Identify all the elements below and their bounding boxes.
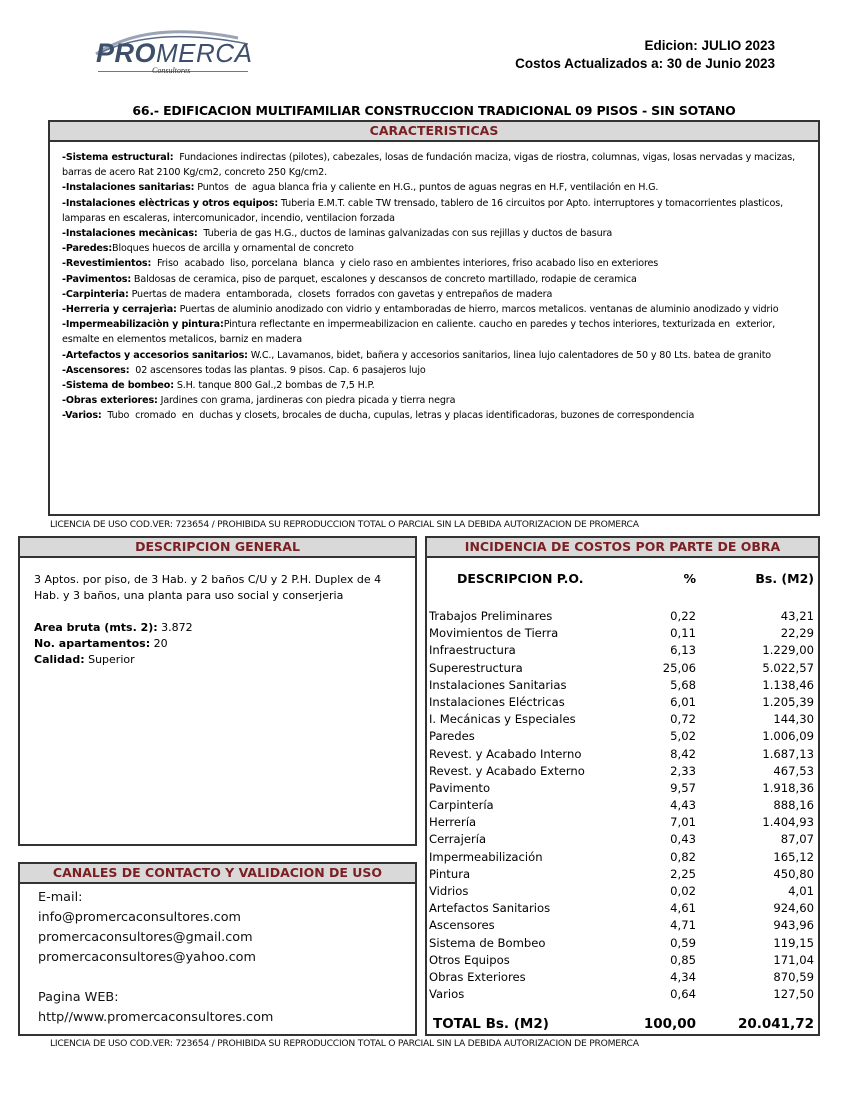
logo-wordmark: PROMERCA (96, 38, 253, 68)
row-percent: 0,02 (670, 884, 696, 898)
row-percent: 6,01 (670, 694, 696, 709)
caracteristica-label: -Revestimientos: (62, 258, 152, 270)
row-description: Vidrios (429, 884, 469, 898)
table-row (427, 625, 818, 642)
license-notice: LICENCIA DE USO COD.VER: 723654 / PROHIBIDA SU REPRODUCCION TOTAL O PARCIAL SIN LA DEBIDA AUTORIZACION DE PROMERCA (50, 1038, 639, 1049)
row-description: Pavimento (429, 780, 491, 795)
table-row (427, 797, 818, 814)
caracteristica-label: -Carpinteria: (62, 288, 129, 300)
row-bs-m2: 943,96 (773, 918, 814, 933)
total-label: TOTAL Bs. (M2) (433, 1016, 549, 1032)
row-description: I. Mecánicas y Especiales (429, 712, 576, 727)
caracteristica-item (62, 196, 806, 226)
caracteristica-item (62, 226, 806, 241)
email-link[interactable]: info@promercaconsultores.com (38, 910, 242, 925)
row-bs-m2: 4,01 (788, 884, 814, 898)
row-description: Instalaciones Eléctricas (429, 694, 565, 709)
caracteristica-item (62, 150, 806, 180)
caracteristica-label: -Instalaciones elèctricas y otros equipos: (62, 197, 279, 209)
incidencia-costos-section (425, 536, 820, 1036)
row-percent: 2,25 (670, 866, 696, 881)
document-title: 66.- EDIFICACION MULTIFAMILIAR CONSTRUCCION TRADICIONAL 09 PISOS - SIN SOTANO (132, 103, 736, 118)
edition-info (515, 37, 775, 73)
row-bs-m2: 1.006,09 (762, 729, 814, 744)
row-percent: 0,72 (670, 712, 696, 727)
table-row (427, 935, 818, 952)
caracteristica-label: -Artefactos y accesorios sanitarios: (62, 349, 248, 361)
row-percent: 8,42 (670, 746, 696, 761)
total-row (427, 1016, 818, 1036)
row-bs-m2: 888,16 (773, 798, 814, 813)
caracteristica-item (62, 378, 806, 393)
caracteristica-text: Tubo cromado en duchas y closets, brocales de ducha, cupulas, letras y placas identificadoras, buzones de correspondencia (101, 410, 695, 422)
no-apartamentos: No. apartamentos: 20 (34, 637, 168, 650)
table-row (427, 780, 818, 797)
row-percent: 0,64 (670, 987, 696, 1002)
caracteristicas-heading: CARACTERISTICAS (50, 122, 818, 142)
row-percent: 5,68 (670, 677, 696, 692)
row-description: Movimientos de Tierra (429, 626, 559, 641)
row-description: Otros Equipos (429, 952, 510, 967)
row-description: Revest. y Acabado Interno (429, 746, 582, 761)
column-header-percent: % (683, 571, 696, 586)
row-bs-m2: 43,21 (780, 609, 814, 623)
caracteristica-label: -Varios: (62, 410, 102, 422)
row-description: Varios (429, 987, 465, 1002)
row-percent: 4,71 (670, 918, 696, 933)
row-percent: 0,82 (670, 849, 696, 864)
column-header-descripcion: DESCRIPCION P.O. (457, 571, 584, 586)
row-percent: 2,33 (670, 763, 696, 778)
incidencia-heading: INCIDENCIA DE COSTOS POR PARTE DE OBRA (427, 538, 818, 558)
row-percent: 0,43 (670, 832, 696, 847)
row-percent: 5,02 (670, 729, 696, 744)
row-bs-m2: 467,53 (773, 763, 814, 778)
caracteristica-text: Fundaciones indirectas (pilotes), cabezales, losas de fundación maciza, vigas de riostra, columnas, vigas, losas nervadas y macizas, barras de acero Rat 2100 Kg/cm2, concreto 250 Kg/cm2. (62, 152, 798, 179)
web-link[interactable]: http//www.promercaconsultores.com (38, 1010, 274, 1025)
row-bs-m2: 870,59 (773, 969, 814, 984)
row-bs-m2: 1.205,39 (762, 694, 814, 709)
table-row (427, 660, 818, 677)
table-row (427, 814, 818, 831)
caracteristica-item (62, 363, 806, 378)
caracteristica-item (62, 180, 806, 195)
row-bs-m2: 1.138,46 (762, 677, 814, 692)
table-row (427, 711, 818, 728)
caracteristica-item (62, 348, 806, 363)
caracteristica-text: Puertas de madera entamborada, closets forrados con gavetas y entrepaños de madera (128, 288, 553, 300)
caracteristicas-list (50, 142, 818, 424)
caracteristica-text: Puertas de aluminio anodizado con vidrio y entamboradas de hierro, marcos metalicos. ventanas de aluminio anodizado y vidrio (176, 304, 779, 316)
caracteristica-label: -Impermeabilizaciòn y pintura: (62, 319, 224, 331)
table-row (427, 694, 818, 711)
caracteristica-label: -Herreria y cerrajerìa: (62, 304, 177, 316)
row-bs-m2: 1.404,93 (762, 815, 814, 830)
row-bs-m2: 87,07 (780, 832, 814, 847)
table-row (427, 849, 818, 866)
row-bs-m2: 165,12 (773, 849, 814, 864)
table-row (427, 608, 818, 625)
row-bs-m2: 22,29 (780, 626, 814, 641)
caracteristica-label: -Paredes: (62, 243, 113, 255)
total-bs: 20.041,72 (737, 1016, 814, 1032)
row-bs-m2: 450,80 (773, 866, 814, 881)
row-description: Impermeabilización (429, 849, 543, 864)
caracteristica-label: -Pavimentos: (62, 273, 132, 285)
row-percent: 4,61 (670, 901, 696, 916)
total-percent: 100,00 (643, 1016, 696, 1032)
table-row (427, 883, 818, 900)
row-bs-m2: 5.022,57 (762, 660, 814, 675)
edition-label: Edicion: JULIO 2023 (644, 38, 775, 53)
row-bs-m2: 144,30 (773, 712, 814, 727)
area-bruta: Area bruta (mts. 2): 3.872 (34, 621, 193, 634)
row-percent: 4,43 (670, 798, 696, 813)
row-description: Instalaciones Sanitarias (429, 677, 567, 692)
row-description: Ascensores (429, 918, 495, 933)
row-bs-m2: 119,15 (773, 935, 814, 950)
row-bs-m2: 924,60 (773, 901, 814, 916)
row-percent: 7,01 (670, 815, 696, 830)
email-label: E-mail: (38, 890, 83, 905)
caracteristica-label: -Ascensores: (62, 364, 130, 376)
row-description: Trabajos Preliminares (429, 609, 553, 623)
caracteristica-text: Bloques huecos de arcilla y ornamental de concreto (112, 243, 354, 255)
caracteristica-text: 02 ascensores todas las plantas. 9 pisos. Cap. 6 pasajeros lujo (129, 364, 426, 376)
web-label: Pagina WEB: (38, 990, 119, 1005)
row-percent: 6,13 (670, 643, 696, 658)
row-description: Superestructura (429, 660, 523, 675)
table-row (427, 969, 818, 986)
caracteristica-label: -Sistema de bombeo: (62, 380, 174, 392)
row-percent: 0,59 (670, 935, 696, 950)
table-row (427, 986, 818, 1003)
table-row (427, 900, 818, 917)
caracteristica-item (62, 302, 806, 317)
row-bs-m2: 127,50 (773, 987, 814, 1002)
row-description: Cerrajería (429, 832, 487, 847)
email-link[interactable]: promercaconsultores@yahoo.com (38, 950, 256, 965)
caracteristica-text: Jardines con grama, jardineras con piedra picada y tierra negra (157, 395, 456, 407)
caracteristica-item (62, 393, 806, 408)
caracteristica-item (62, 317, 806, 347)
caracteristica-label: -Instalaciones sanitarias: (62, 182, 195, 194)
caracteristica-item (62, 256, 806, 271)
license-notice: LICENCIA DE USO COD.VER: 723654 / PROHIBIDA SU REPRODUCCION TOTAL O PARCIAL SIN LA DEBIDA AUTORIZACION DE PROMERCA (50, 519, 639, 530)
row-description: Obras Exteriores (429, 969, 526, 984)
row-percent: 0,22 (670, 609, 696, 623)
table-row (427, 728, 818, 745)
caracteristica-item (62, 408, 806, 423)
row-description: Sistema de Bombeo (429, 935, 546, 950)
row-description: Revest. y Acabado Externo (429, 763, 585, 778)
row-percent: 25,06 (662, 660, 696, 675)
row-percent: 0,11 (670, 626, 696, 641)
email-link[interactable]: promercaconsultores@gmail.com (38, 930, 253, 945)
caracteristica-text: W.C., Lavamanos, bidet, bañera y accesorios sanitarios, linea lujo calentadores de 50 y 80 Lts. batea de granito (247, 349, 772, 361)
row-description: Carpintería (429, 798, 494, 813)
row-description: Paredes (429, 729, 475, 744)
table-row (427, 831, 818, 848)
promerca-logo (88, 24, 258, 78)
row-percent: 9,57 (670, 780, 696, 795)
contacto-section (18, 862, 417, 1036)
row-bs-m2: 171,04 (773, 952, 814, 967)
row-percent: 4,34 (670, 969, 696, 984)
table-row (427, 642, 818, 659)
caracteristica-item (62, 272, 806, 287)
calidad: Calidad: Superior (34, 653, 135, 666)
row-description: Infraestructura (429, 643, 516, 658)
caracteristica-text: S.H. tanque 800 Gal.,2 bombas de 7,5 H.P. (173, 380, 375, 392)
row-description: Pintura (429, 866, 471, 881)
caracteristica-text: Puntos de agua blanca fria y caliente en H.G., puntos de aguas negras en H.F, ventilación en H.G. (194, 182, 659, 194)
row-bs-m2: 1.918,36 (762, 780, 814, 795)
table-row (427, 917, 818, 934)
caracteristica-item (62, 241, 806, 256)
row-percent: 0,85 (670, 952, 696, 967)
costs-updated-label: Costos Actualizados a: 30 de Junio 2023 (515, 56, 775, 71)
logo-tagline: Consultores (152, 66, 191, 75)
cost-table-body (427, 608, 818, 1003)
row-bs-m2: 1.229,00 (762, 643, 814, 658)
caracteristica-text: Friso acabado liso, porcelana blanca y cielo raso en ambientes interiores, friso acabado liso en exteriores (151, 258, 659, 270)
caracteristica-text: Pintura reflectante en impermeabilizacion en caliente. caucho en paredes y techos interiores, texturizada en exterior, esmalte en elementos metalicos, barniz en madera (62, 319, 778, 346)
caracteristica-text: Baldosas de ceramica, piso de parquet, escalones y descansos de concreto martillado, rodapie de ceramica (131, 273, 637, 285)
column-header-bs: Bs. (M2) (755, 571, 814, 586)
table-row (427, 763, 818, 780)
caracteristica-item (62, 287, 806, 302)
table-row (427, 952, 818, 969)
row-bs-m2: 1.687,13 (762, 746, 814, 761)
caracteristicas-section (48, 120, 820, 516)
caracteristica-label: -Sistema estructural: (62, 152, 174, 163)
caracteristica-text: Tuberia E.M.T. cable TW trensado, tablero de 16 circuitos por Apto. interruptores y tomacorrientes plasticos, lamparas en escaleras, intercomunicador, incendio, ventilacion forzada (62, 197, 786, 224)
table-row (427, 866, 818, 883)
table-row (427, 677, 818, 694)
descripcion-general-heading: DESCRIPCION GENERAL (20, 538, 415, 558)
table-row (427, 746, 818, 763)
caracteristica-text: Tuberia de gas H.G., ductos de laminas galvanizadas con sus rejillas y ductos de basura (197, 228, 613, 240)
caracteristica-label: -Obras exteriores: (62, 395, 158, 407)
descripcion-general-section (18, 536, 417, 846)
row-description: Artefactos Sanitarios (429, 901, 551, 916)
general-summary: 3 Aptos. por piso, de 3 Hab. y 2 baños C/U y 2 P.H. Duplex de 4 Hab. y 3 baños, una planta para uso social y conserjeria (34, 573, 382, 602)
row-description: Herrería (429, 815, 477, 830)
caracteristica-label: -Instalaciones mecànicas: (62, 228, 198, 240)
contacto-heading: CANALES DE CONTACTO Y VALIDACION DE USO (20, 864, 415, 884)
